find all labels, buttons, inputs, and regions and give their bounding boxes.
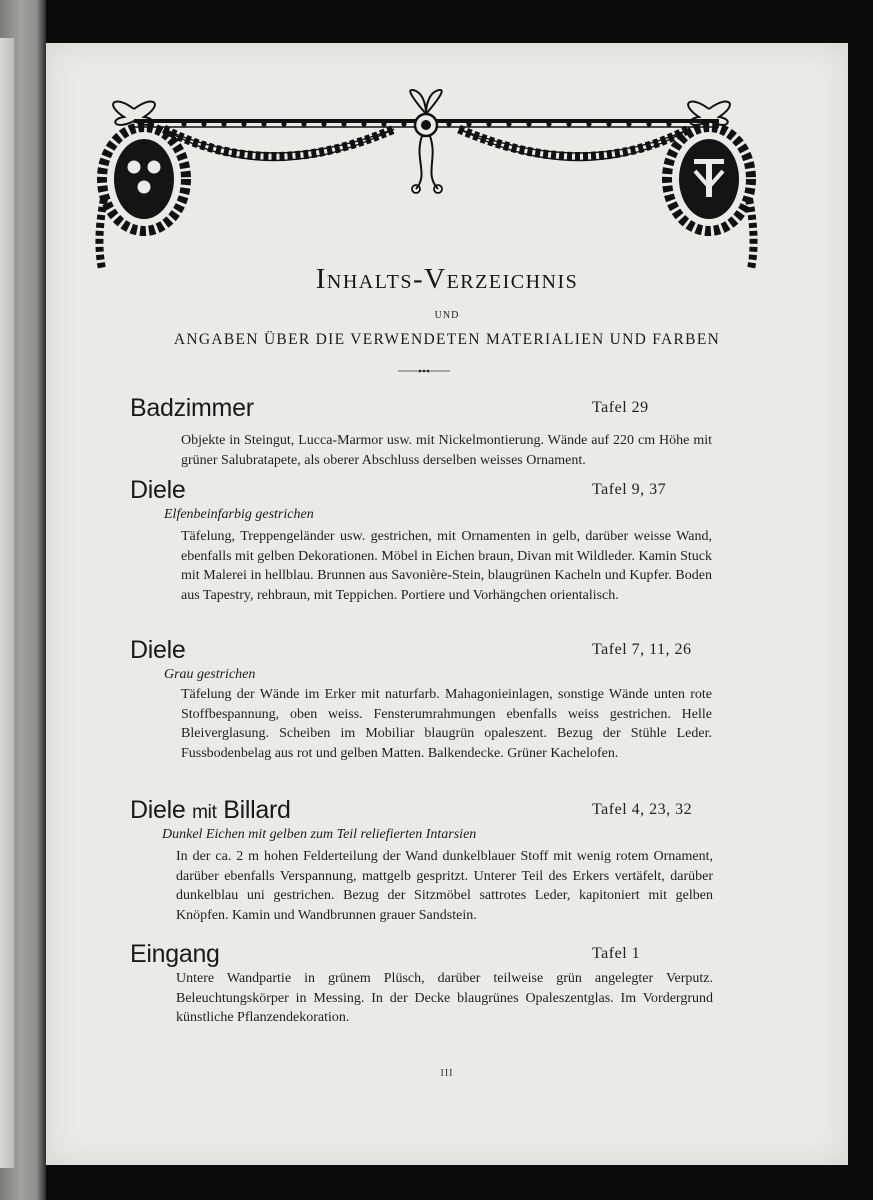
section-diele-grau [130,635,730,763]
facing-page [0,0,46,1200]
title-connector: UND [434,310,460,321]
tafel-reference: Tafel 9, 37 [592,481,667,498]
page-title: Inhalts-Verzeichnis [315,263,579,295]
section-title-part: Diele [130,796,186,824]
section-title-connector: mit [192,802,217,823]
section-badzimmer [130,393,730,470]
section-description: Untere Wandpartie in grünem Plüsch, darüber teilweise grün angelegter Verputz. Beleuchtungskörper in Messing. In der Decke blaugrünes Opaleszentglas. Im Vordergrund künstliche Pflanzendekoration. [176,971,713,1025]
tafel-reference: Tafel 7, 11, 26 [592,641,692,658]
section-title: Diele [130,476,186,504]
section-title [130,795,291,828]
section-title-part: Billard [223,796,291,824]
section-title: Diele [130,636,186,664]
tafel-reference: Tafel 29 [592,399,649,416]
page-number: III [440,1068,454,1079]
section-eingang [130,939,730,1028]
book-page [46,43,848,1165]
section-description: Täfelung, Treppengeländer usw. gestrichen, mit Ornamenten in gelb, darüber weisse Wand, ebenfalls mit gelben Dekorationen. Möbel in Eichen braun, Divan mit Wildleder. Kamin Stuck mit Malerei in hellblau. Brunnen aus Savonière-Stein, blaugrünen Kacheln und Kupfer. Boden aus Tapestry, rehbraun, mit Teppichen. Portiere und Vorhängchen orientalisch. [181,529,712,603]
page-subtitle: ANGABEN ÜBER DIE VERWENDETEN MATERIALIEN UND FARBEN [173,331,721,348]
section-description: Objekte in Steingut, Lucca-Marmor usw. mit Nickelmontierung. Wände auf 220 cm Höhe mit grüner Salubratapete, als oberer Abschluss derselben weisses Ornament. [181,433,712,468]
tafel-reference: Tafel 4, 23, 32 [592,801,693,818]
section-title: Eingang [130,940,220,968]
section-subtitle: Elfenbeinfarbig gestrichen [164,507,314,522]
divider-ornament [398,367,450,375]
section-diele-billard [130,795,730,925]
section-subtitle: Dunkel Eichen mit gelben zum Teil reliefierten Intarsien [162,827,477,842]
section-subtitle: Grau gestrichen [164,667,256,682]
section-description: Täfelung der Wände im Erker mit naturfarb. Mahagonieinlagen, sonstige Wände unten rote Stoffbespannung, oben weiss. Fensterumrahmungen ebenfalls weiss gestrichen. Helle Bleiverglasung. Scheiben im Mobiliar blaugrün opaleszent. Bezug der Stühle Leder. Fussbodenbelag aus rot und gelben Matten. Balkendecke. Grüner Kachelofen. [181,687,712,761]
section-title: Badzimmer [130,394,254,422]
section-description: In der ca. 2 m hohen Felderteilung der Wand dunkelblauer Stoff mit wenig rotem Ornament, darüber ebenfalls Verspannung, mattgelb gespritzt. Unterer Teil des Erkers vertäfelt, darüber dunkelblau uni gestrichen. Bezug der Sitzmöbel sattrotes Leder, kapitoniert mit gelben Knöpfen. Kamin und Wandbrunnen grauer Sandstein. [176,849,713,923]
facing-page-edge [0,38,14,1168]
garland-ornament [94,89,759,289]
section-diele-elfenbein [130,475,730,605]
tafel-reference: Tafel 1 [592,945,641,962]
